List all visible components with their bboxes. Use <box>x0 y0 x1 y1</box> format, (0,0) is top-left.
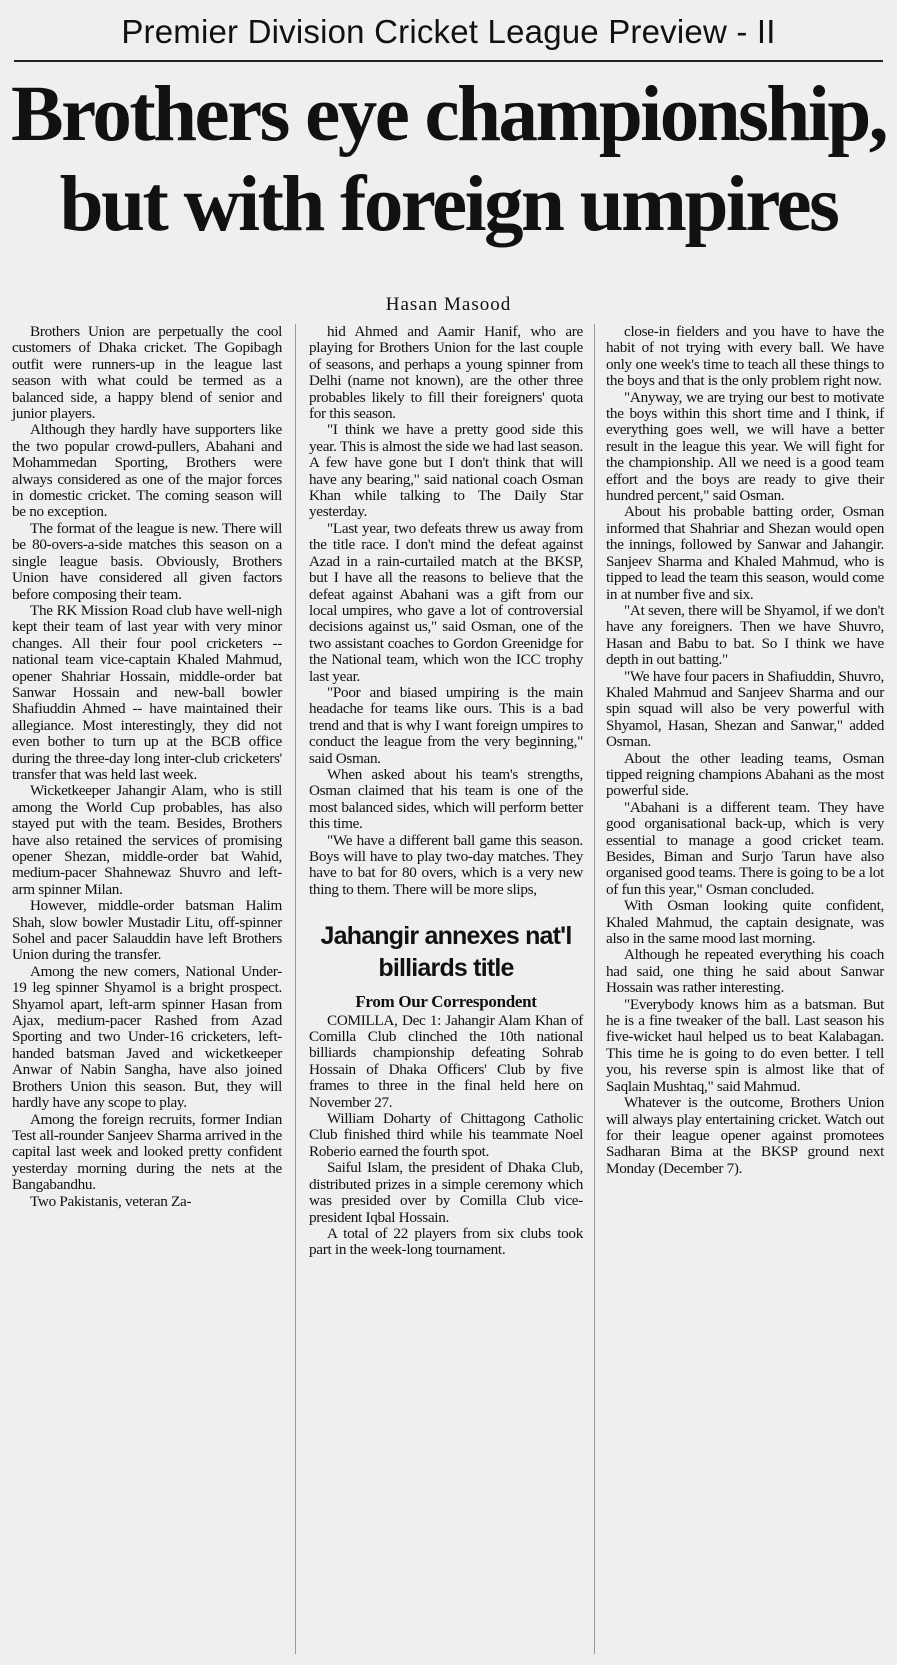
paragraph: COMILLA, Dec 1: Jahangir Alam Khan of Comilla Club clinched the 10th national billiards championship defeating Sohrab Hossain of Dhaka Officers' Club by five frames to three in the final held here on November 27. <box>309 1011 583 1111</box>
paragraph: "Everybody knows him as a batsman. But he is a fine tweaker of the ball. Last season his five-wicket haul helped us to beat Kalabagan. This time he is going to do even better. I tell you, his reverse spin is almost like that of Saqlain Mushtaq," said Mahmud. <box>606 995 884 1095</box>
section-title: Premier Division Cricket League Preview - II <box>121 13 776 50</box>
paragraph: close-in fielders and you have to have the habit of not trying with every ball. We have only one week's time to teach all these things to the boys and that is the only problem right now. <box>606 323 884 390</box>
paragraph: "I think we have a pretty good side this year. This is almost the side we had last season. A few have gone but I don't think that will have any bearing," said national coach Osman Khan while talking to The Daily Star yesterday. <box>309 421 583 521</box>
paragraph: The format of the league is new. There will be 80-overs-a-side matches this season on a single league basis. Obviously, Brothers Union have considered all given factors before composing their team. <box>12 519 282 603</box>
byline: Hasan Masood <box>385 294 512 315</box>
paragraph: Saiful Islam, the president of Dhaka Club, distributed prizes in a simple ceremony which was presided over by Comilla Club vice-president Iqbal Hossain. <box>309 1159 583 1226</box>
article-column-3 <box>606 324 884 1177</box>
paragraph: "We have a different ball game this season. Boys will have to play two-day matches. They have to bat for 80 overs, which is a very new thing to them. There will be more slips, <box>309 831 583 898</box>
headline-line-1: Brothers eye championship, <box>10 71 886 158</box>
paragraph: Among the foreign recruits, former Indian Test all-rounder Sanjeev Sharma arrived in the capital last week and looked pretty confident yesterday morning during the nets at the Bangabandhu. <box>12 1110 282 1194</box>
paragraph: About his probable batting order, Osman informed that Shahriar and Shezan would open the innings, followed by Sanwar and Jahangir. Sanjeev Sharma and Khaled Mahmud, who is tipped to lead the team this season, would come in at number five and six. <box>606 503 884 603</box>
paragraph: "At seven, there will be Shyamol, if we don't have any foreigners. Then we have Shuvro, Hasan and Babu to bat. So I think we have depth in out batting." <box>606 601 884 669</box>
paragraph: Although he repeated everything his coach had said, one thing he said about Sanwar Hossain was rather interesting. <box>606 946 884 997</box>
headline <box>0 70 897 250</box>
paragraph: William Doharty of Chittagong Catholic Club finished third while his teammate Noel Roberio earned the fourth spot. <box>309 1110 583 1160</box>
paragraph: Although they hardly have supporters like the two popular crowd-pullers, Abahani and Mohammedan Sporting, Brothers were always considered as one of the major forces in domestic cricket. The coming season will be no exception. <box>12 421 282 521</box>
side-article-headline: Jahangir annexes nat'l billiards title <box>320 922 572 983</box>
paragraph: Brothers Union are perpetually the cool customers of Dhaka cricket. The Gopibagh outfit were runners-up in the league last season with what could be termed as a balanced side, a happy blend of senior and junior players. <box>12 323 282 423</box>
paragraph: "Last year, two defeats threw us away from the title race. I don't mind the defeat against Azad in a rain-curtailed match at the BKSP, but I have all the reasons to believe that the defeat against Abahani was a gift from our local umpires, who gave a lot of controversial decisions against us," said Osman, one of the two assistant coaches to Gordon Greenidge for the National team, which won the ICC trophy last year. <box>309 519 583 685</box>
header-rule <box>14 60 883 62</box>
paragraph: About the other leading teams, Osman tipped reigning champions Abahani as the most powerful side. <box>606 749 884 800</box>
paragraph: A total of 22 players from six clubs took part in the week-long tournament. <box>309 1224 583 1259</box>
paragraph: With Osman looking quite confident, Khaled Mahmud, the captain designate, was also in the same mood last morning. <box>606 897 884 948</box>
paragraph: However, middle-order batsman Halim Shah, slow bowler Mustadir Litu, off-spinner Sohel and pacer Salauddin have left Brothers Union during the transfer. <box>12 897 282 964</box>
paragraph: "Abahani is a different team. They have good organisational back-up, which is very essential to manage a good cricket team. Besides, Biman and Surjo Tarun have also organised good teams. There is going to be a lot of fun this year," Osman concluded. <box>606 798 884 898</box>
paragraph: "Poor and biased umpiring is the main headache for teams like ours. This is a bad trend and that is why I want foreign umpires to conduct the league from the very beginning," said Osman. <box>309 683 583 767</box>
paragraph: Whatever is the outcome, Brothers Union will always play entertaining cricket. Watch out for their league opener against promotees Sadharan Bima at the BKSP ground next Monday (December 7). <box>606 1094 884 1177</box>
article-column-2 <box>309 324 583 1259</box>
paragraph: Wicketkeeper Jahangir Alam, who is still among the World Cup probables, has also stayed put with the team. Besides, Brothers have also retained the services of promising opener Shezan, middle-order bat Wahid, medium-pacer Shahnewaz Shuvro and left-arm spinner Milan. <box>12 782 282 898</box>
paragraph: Two Pakistanis, veteran Za- <box>30 1192 192 1210</box>
side-article-byline: From Our Correspondent <box>355 992 537 1012</box>
headline-line-2: but with foreign umpires <box>59 161 838 248</box>
article-column-1 <box>12 324 282 1210</box>
column-divider <box>594 324 595 1654</box>
paragraph: The RK Mission Road club have well-nigh kept their team of last year with very minor changes. All their four pool cricketers -- national team vice-captain Khaled Mahmud, opener Shahriar Hossain, middle-order bat Sanwar Hossain and new-ball bowler Shafiuddin Ahmed -- have maintained their allegiance. Most interestingly, they did not even bother to turn up at the BCB office during the three-day long inter-club cricketers' transfer that was held last week. <box>12 601 282 783</box>
paragraph: "Anyway, we are trying our best to motivate the boys within this short time and I think, if everything goes well, we will have a better result in the league this year. We will fight for the championship. All we need is a good team effort and the boys are ready to give their hundred percent," said Osman. <box>606 388 884 505</box>
column-divider <box>295 324 296 1654</box>
paragraph: "We have four pacers in Shafiuddin, Shuvro, Khaled Mahmud and Sanjeev Sharma and our spin squad will also be very powerful with Shyamol, Hasan, Shezan and Sanwar," added Osman. <box>606 667 884 751</box>
paragraph: When asked about his team's strengths, Osman claimed that his team is one of the most balanced sides, which will perform better this time. <box>309 765 583 833</box>
paragraph: hid Ahmed and Aamir Hanif, who are playing for Brothers Union for the last couple of seasons, and perhaps a young spinner from Delhi (name not known), are the other three probables likely to fill their foreigners' quota for this season. <box>309 323 583 423</box>
paragraph: Among the new comers, National Under-19 leg spinner Shyamol is a bright prospect. Shyamol apart, left-arm spinner Hasan from Ajax, medium-pacer Rashed from Azad Sporting and two Under-16 cricketers, left-handed batsman Javed and wicketkeeper Anwar of Nabin Sangha, have also joined Brothers Union this season. But, they will hardly have any scope to play. <box>12 962 282 1112</box>
